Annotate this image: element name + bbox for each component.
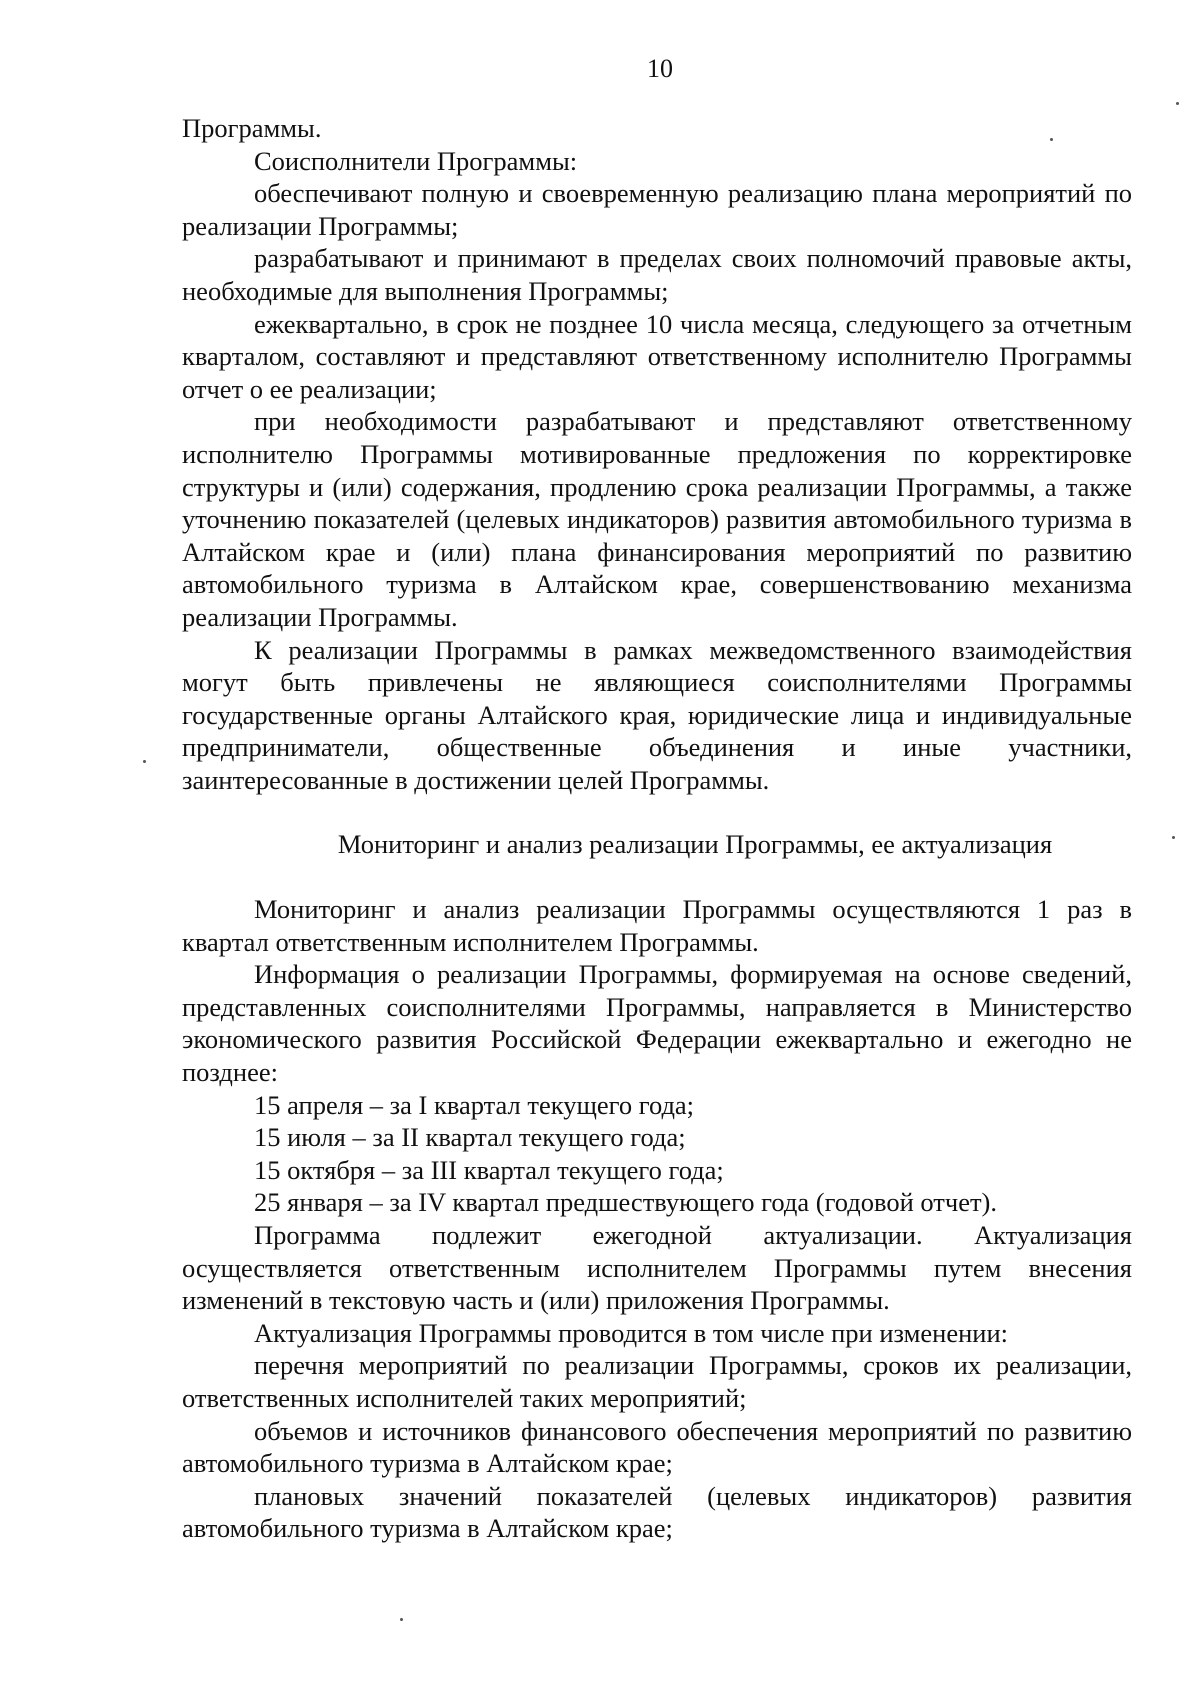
section-heading: Мониторинг и анализ реализации Программы, ее актуализация [337,829,1053,860]
list-item: 15 октября – за III квартал текущего года; [254,1154,724,1185]
paragraph: К реализации Программы в рамках межведомственного взаимодействия могут быть привлечены не являющиеся соисполнителями Программы государственные органы Алтайского края, юридические лица и индивидуальные предприниматели, общественные объединения и иные участники, заинтересованные в достижении целей Программы. [182,634,1132,795]
list-item: 25 января – за IV квартал предшествующего года (годовой отчет). [254,1187,997,1218]
list-item: 15 апреля – за I квартал текущего года; [254,1089,695,1120]
spacer [182,796,1132,828]
paragraph: перечня мероприятий по реализации Программы, сроков их реализации, ответственных исполнителей таких мероприятий; [182,1350,1132,1413]
paragraph: плановых значений показателей (целевых индикаторов) развития автомобильного туризма в Алтайском крае; [182,1480,1132,1544]
list-item: 15 июля – за II квартал текущего года; [254,1122,686,1153]
paragraph: Соисполнители Программы: [254,145,578,176]
paragraph: разрабатывают и принимают в пределах своих полномочий правовые акты, необходимые для выполнения Программы; [182,243,1132,306]
paragraph: обеспечивают полную и своевременную реализацию плана мероприятий по реализации Программы; [182,178,1132,241]
document-body [182,112,1132,1545]
paragraph: Информация о реализации Программы, формируемая на основе сведений, представленных соисполнителями Программы, направляется в Министерство экономического развития Российской Федерации ежеквартально и ежегодно не позднее: [182,959,1132,1088]
scan-speck [1176,102,1179,105]
page-number: 10 [647,54,673,83]
paragraph: Мониторинг и анализ реализации Программы осуществляются 1 раз в квартал ответственным исполнителем Программы. [182,894,1132,957]
scan-speck [1172,836,1175,839]
spacer [182,861,1132,893]
scan-speck [400,1618,403,1621]
scan-speck [1050,138,1053,141]
paragraph: ежеквартально, в срок не позднее 10 числа месяца, следующего за отчетным кварталом, составляют и представляют ответственному исполнителю Программы отчет о ее реализации; [182,308,1132,404]
paragraph: Программы. [182,113,322,143]
paragraph: Программа подлежит ежегодной актуализации. Актуализация осуществляется ответственным исполнителем Программы путем внесения изменений в текстовую часть и (или) приложения Программы. [182,1220,1132,1316]
paragraph: объемов и источников финансового обеспечения мероприятий по развитию автомобильного туризма в Алтайском крае; [182,1415,1132,1479]
paragraph: при необходимости разрабатывают и представляют ответственному исполнителю Программы мотивированные предложения по корректировке структуры и (или) содержания, продлению срока реализации Программы, а также уточнению показателей (целевых индикаторов) развития автомобильного туризма в Алтайском крае и (или) плана финансирования мероприятий по развитию автомобильного туризма в Алтайском крае, совершенствованию механизма реализации Программы. [182,406,1132,632]
paragraph: Актуализация Программы проводится в том числе при изменении: [254,1317,1009,1348]
scan-speck [143,760,146,763]
